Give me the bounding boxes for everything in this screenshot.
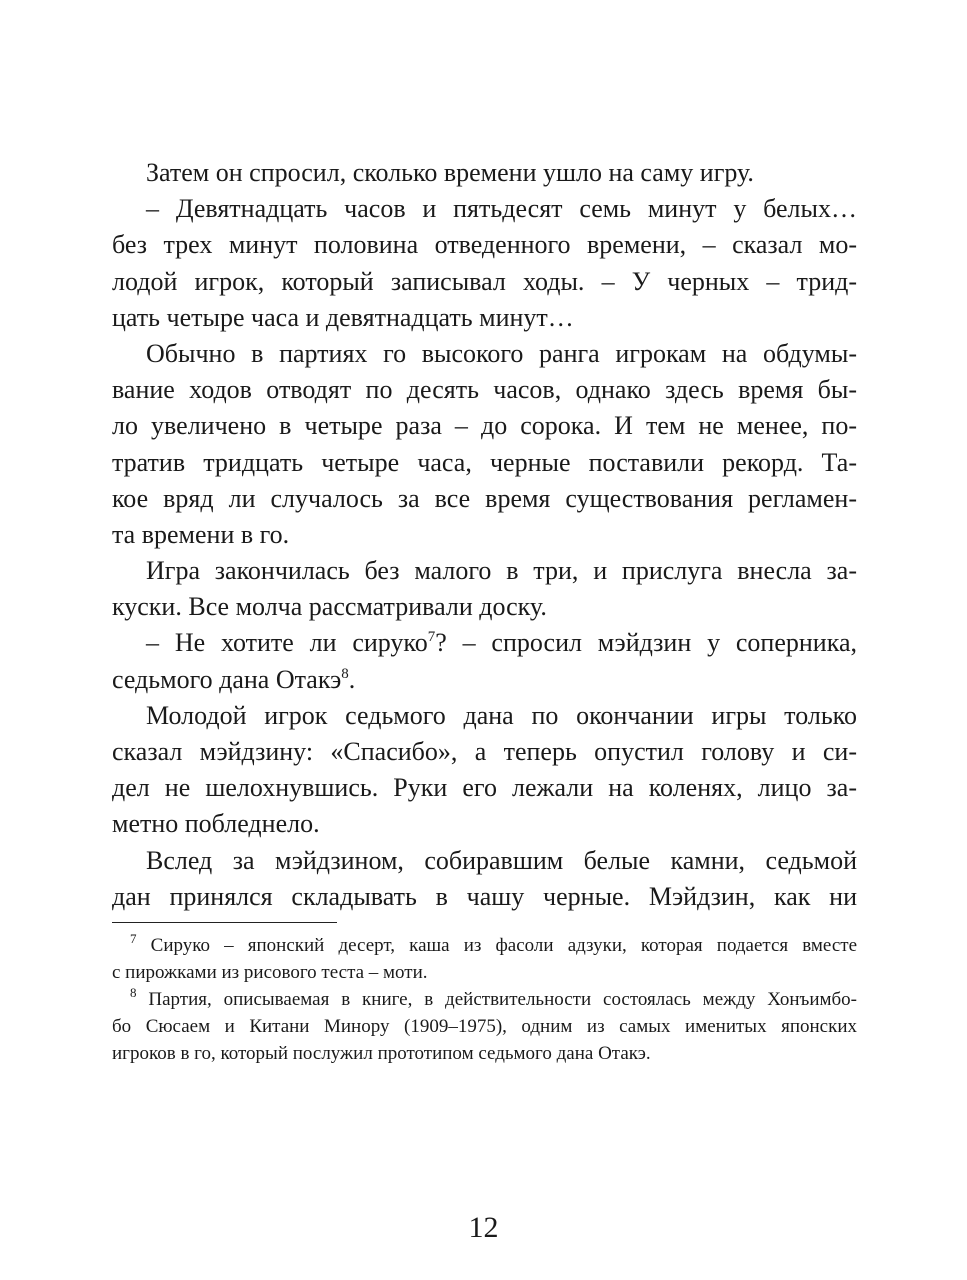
footnote-number: 8 bbox=[130, 985, 137, 1000]
text-line: та времени в го. bbox=[112, 519, 290, 549]
text-line: дан принялся складывать в чашу черные. Мэйдзин, как ни bbox=[112, 881, 857, 911]
text-line: сказал мэйдзину: «Спасибо», а теперь опустил голову и си- bbox=[112, 737, 857, 766]
text-line: куски. Все молча рассматривали доску. bbox=[112, 592, 547, 622]
footnote-ref: 7 bbox=[427, 629, 436, 646]
text-line: Вслед за мэйдзином, собиравшим белые камни, седьмой bbox=[146, 845, 857, 875]
text-line: вание ходов отводят по десять часов, однако здесь время бы- bbox=[112, 375, 857, 405]
text-line bbox=[112, 625, 857, 661]
footnote-line bbox=[112, 932, 857, 959]
text-line: тратив тридцать четыре часа, черные поставили рекорд. Та- bbox=[112, 447, 857, 477]
text-line: лодой игрок, который записывал ходы. – У черных – трид- bbox=[112, 266, 857, 296]
text-line: цать четыре часа и девятнадцать минут… bbox=[112, 302, 574, 332]
text-line: – Девятнадцать часов и пятьдесят семь минут у белых… bbox=[146, 194, 857, 224]
footnote-text: Сируко – японский десерт, каша из фасоли адзуки, которая подается вместе bbox=[150, 935, 858, 956]
footnote-text: Партия, описываемая в книге, в действительности состоялась между Хонъимбо- bbox=[148, 989, 857, 1010]
text-line: Молодой игрок седьмого дана по окончании игры только bbox=[146, 700, 857, 730]
text-line: метно побледнело. bbox=[112, 809, 320, 839]
text-line: кое вряд ли случалось за все время существования регламен- bbox=[112, 483, 857, 513]
text-line bbox=[112, 662, 857, 698]
footnote-line bbox=[112, 986, 857, 1013]
text-line: Игра закончилась без малого в три, и прислуга внесла за- bbox=[146, 556, 857, 586]
text-fragment: ? – спросил мэйдзин у соперника, bbox=[435, 628, 857, 658]
text-fragment: седьмого дана Отакэ bbox=[112, 664, 342, 694]
footnote-number: 7 bbox=[130, 931, 137, 946]
footnotes bbox=[112, 932, 857, 1067]
footnote-line: с пирожками из рисового теста – моти. bbox=[112, 962, 428, 983]
text-line: без трех минут половина отведенного времени, – сказал мо- bbox=[112, 230, 857, 260]
footnote-ref: 8 bbox=[341, 665, 349, 682]
text-line: Обычно в партиях го высокого ранга игрокам на обдумы- bbox=[146, 338, 857, 368]
text-line: ло увеличено в четыре раза – до сорока. И тем не менее, по- bbox=[112, 411, 857, 441]
footnote-divider bbox=[112, 922, 337, 923]
text-fragment: – Не хотите ли сируко bbox=[146, 628, 428, 658]
text-line: дел не шелохнувшись. Руки его лежали на коленях, лицо за- bbox=[112, 773, 857, 803]
text-line: Затем он спросил, сколько времени ушло на саму игру. bbox=[146, 158, 754, 187]
footnote-line: бо Сюсаем и Китани Минору (1909–1975), одним из самых именитых японских bbox=[112, 1016, 857, 1037]
page-number: 12 bbox=[468, 1211, 499, 1244]
text-fragment: . bbox=[348, 664, 356, 694]
footnote-line: игроков в го, который послужил прототипом седьмого дана Отакэ. bbox=[112, 1043, 651, 1064]
body-text bbox=[112, 155, 857, 915]
